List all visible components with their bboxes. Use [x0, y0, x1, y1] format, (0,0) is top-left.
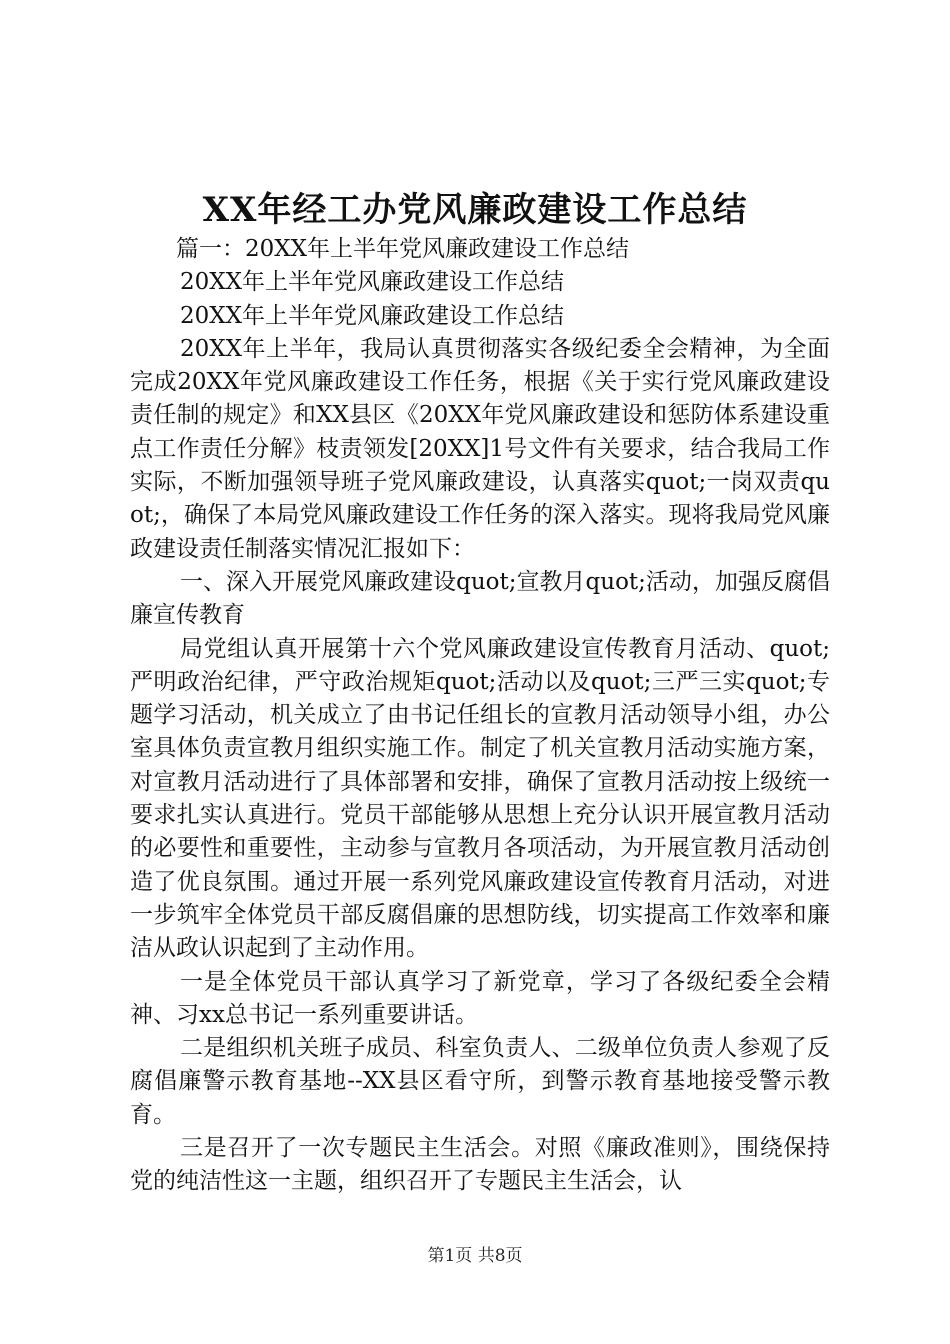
paragraph-section-1-body: 局党组认真开展第十六个党风廉政建设宣传教育月活动、quot;严明政治纪律，严守政治规矩quot;活动以及quot;三严三实quot;专题学习活动，机关成立了由书记任组长的宣教月活动领导小组，办公室具体负责宣教月组织实施工作。制定了机关宣教月活动实施方案，对宣教月活动进行了具体部署和安排，确保了宣教月活动按上级统一要求扎实认真进行。党员干部能够从思想上充分认识开展宣教月活动的必要性和重要性，主动参与宣教月各项活动，为开展宣教月活动创造了优良氛围。通过开展一系列党风廉政建设宣传教育月活动，对进一步筑牢全体党员干部反腐倡廉的思想防线，切实提高工作效率和廉洁从政认识起到了主动作用。 [130, 635, 830, 962]
paragraph-section-1-heading: 一、深入开展党风廉政建设quot;宣教月quot;活动，加强反腐倡廉宣传教育 [130, 568, 830, 629]
paragraph-heading-1: 篇一：20XX年上半年党风廉政建设工作总结 [176, 236, 630, 262]
paragraph-item-1: 一是全体党员干部认真学习了新党章，学习了各级纪委全会精神、习xx总书记一系列重要讲话。 [130, 968, 830, 1028]
paragraph-item-2: 二是组织机关班子成员、科室负责人、二级单位负责人参观了反腐倡廉警示教育基地--XX县区看守所，到警示教育基地接受警示教育。 [130, 1035, 830, 1128]
paragraph-intro: 20XX年上半年，我局认真贯彻落实各级纪委全会精神，为全面完成20XX年党风廉政建设工作任务，根据《关于实行党风廉政建设责任制的规定》和XX县区《20XX年党风廉政建设和惩防体系建设重点工作责任分解》枝责领发[20XX]1号文件有关要求，结合我局工作实际，不断加强领导班子党风廉政建设，认真落实quot;一岗双责quot;，确保了本局党风廉政建设工作任务的深入落实。现将我局党风廉政建设责任制落实情况汇报如下： [130, 335, 830, 562]
paragraph-heading-3: 20XX年上半年党风廉政建设工作总结 [180, 302, 565, 329]
paragraph-heading-2: 20XX年上半年党风廉政建设工作总结 [180, 269, 565, 296]
document-title: XX年经工办党风廉政建设工作总结 [202, 190, 748, 230]
paragraph-item-3: 三是召开了一次专题民主生活会。对照《廉政准则》，围绕保持党的纯洁性这一主题，组织召开了专题民主生活会，认 [130, 1135, 830, 1195]
document-body [130, 233, 830, 1199]
page-number-footer: 第1页 共8页 [427, 1246, 523, 1266]
